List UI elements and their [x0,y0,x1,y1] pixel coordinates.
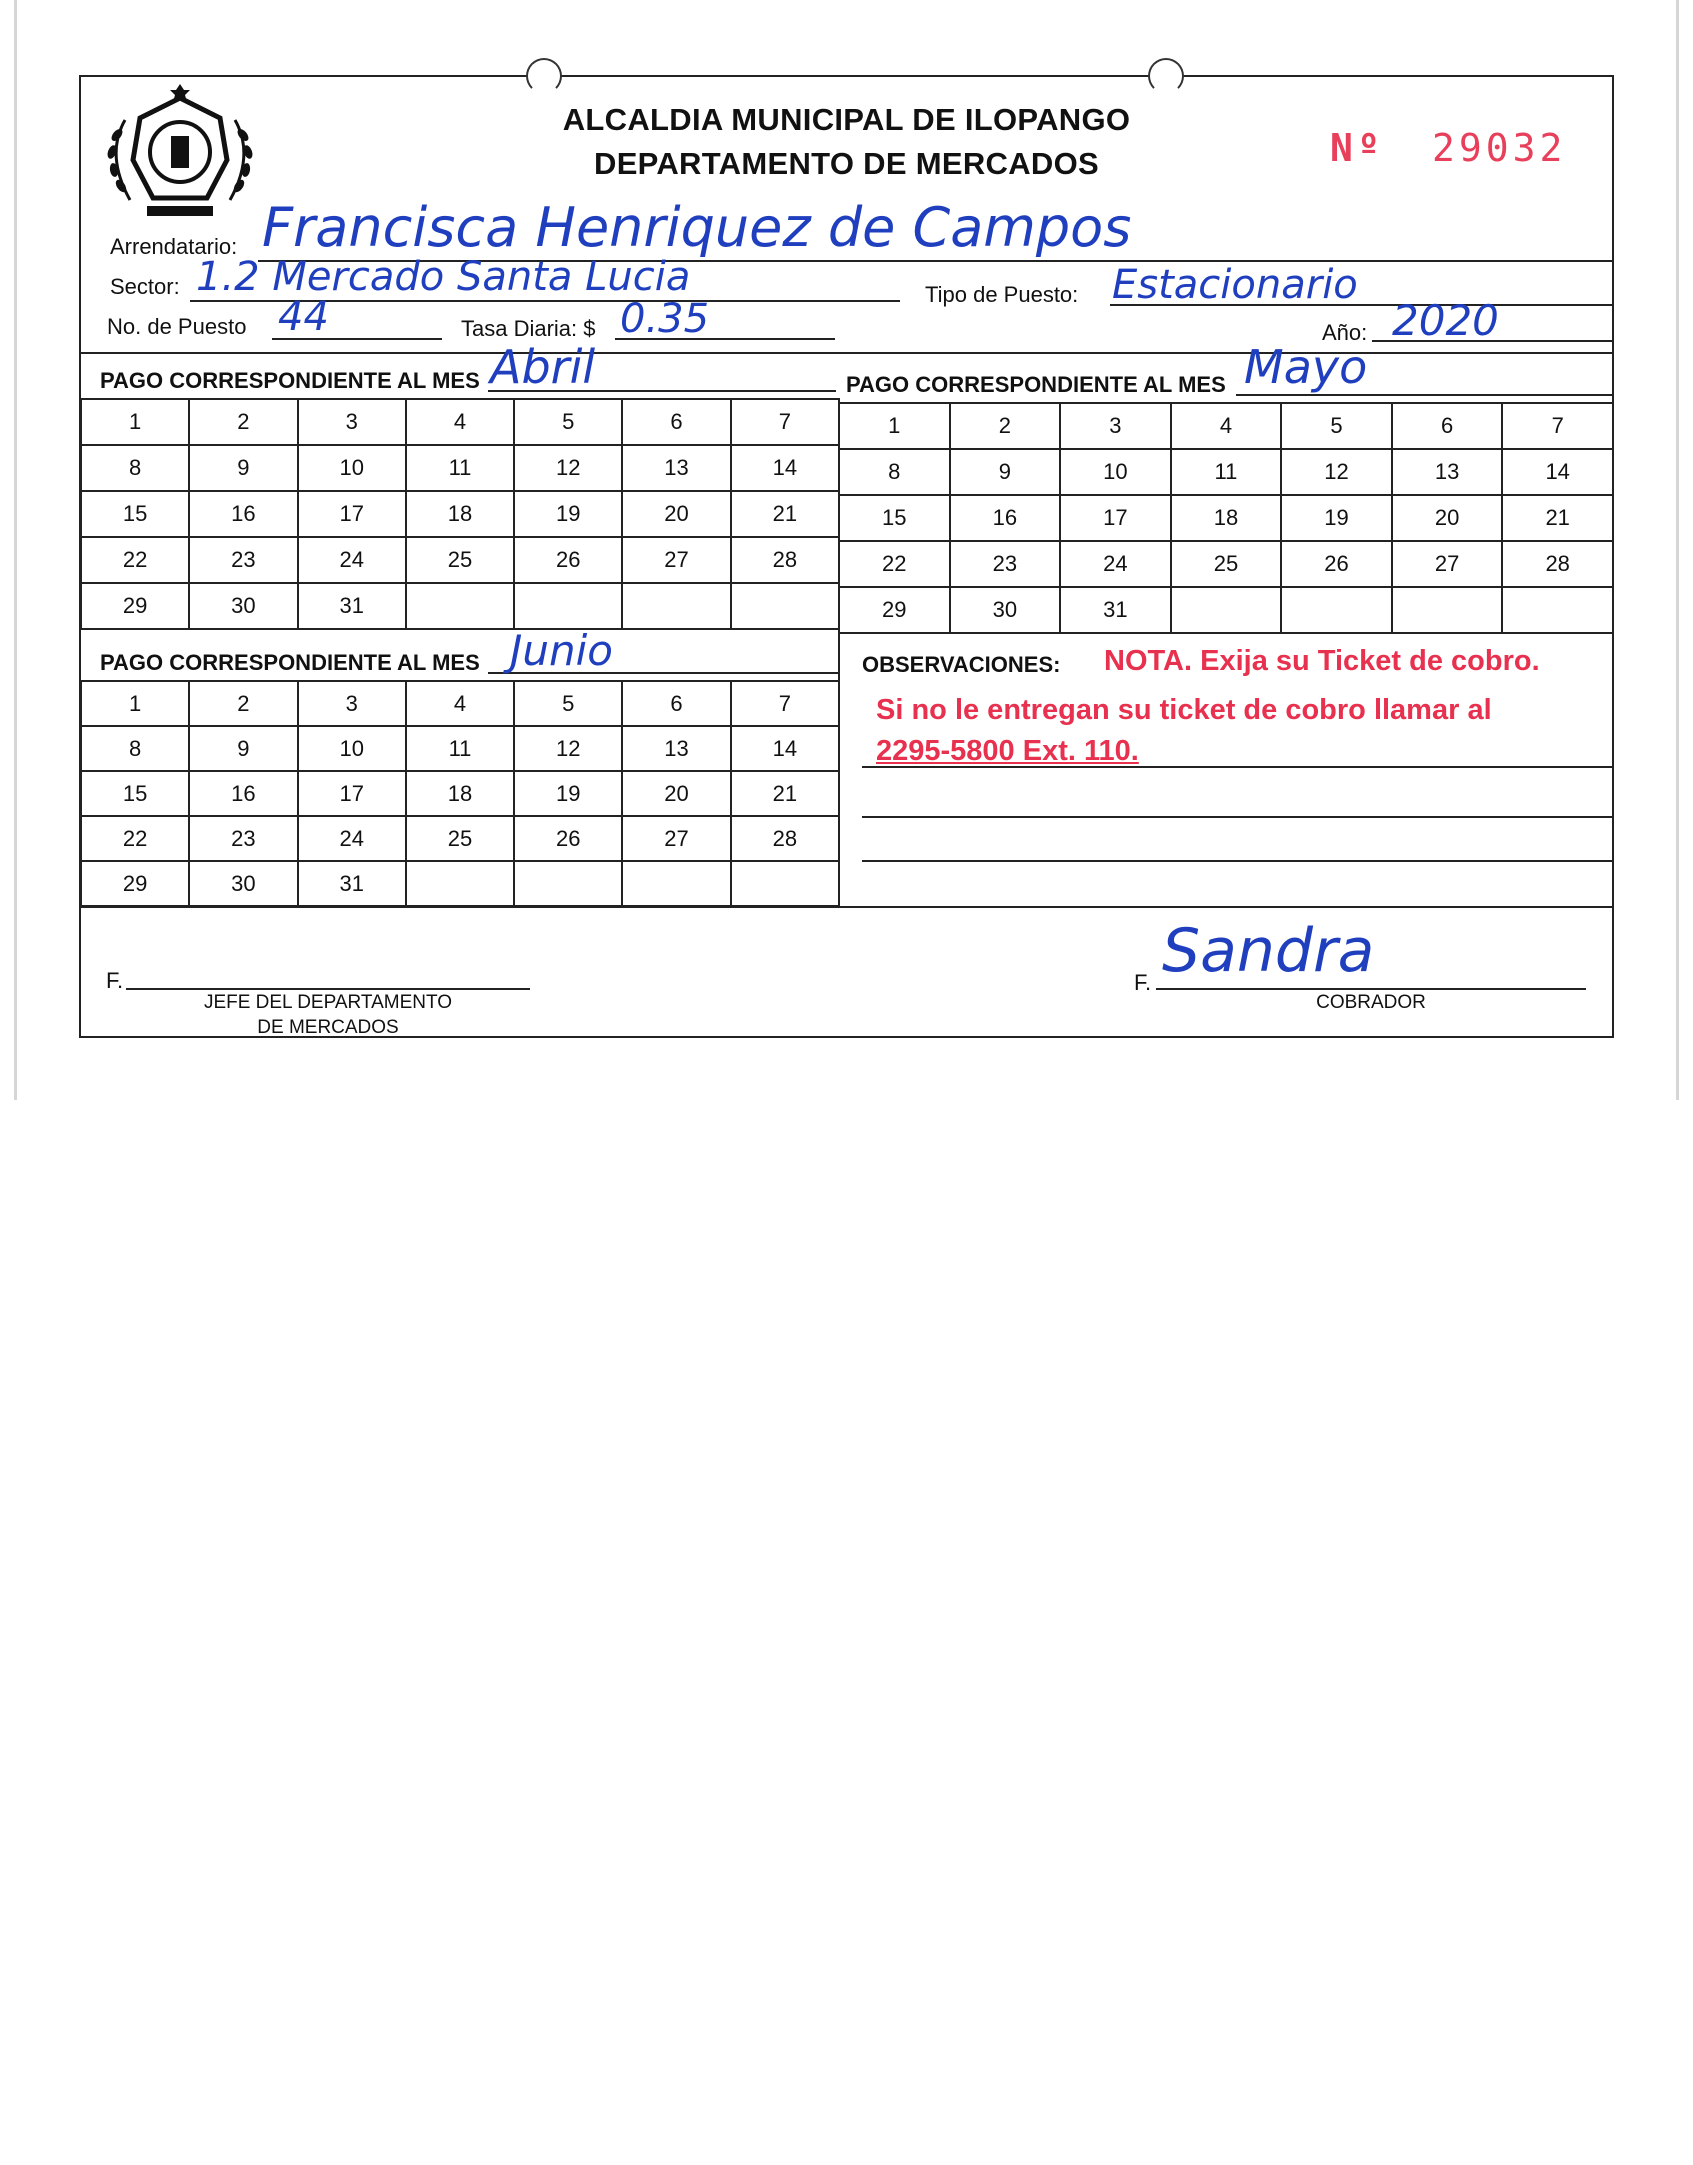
arrendatario-value: Francisca Henriquez de Campos [262,196,1132,259]
calendar-month3 [80,680,840,907]
arrendatario-label: Arrendatario: [110,234,238,259]
calendar-day-cell[interactable]: 20 [622,771,730,816]
calendar-day-cell[interactable] [514,861,622,906]
calendar-day-cell[interactable] [731,583,839,629]
tipo-puesto-value: Estacionario [1112,262,1358,308]
calendar-day-cell[interactable]: 5 [514,681,622,726]
signature-left-caption-line1: JEFE DEL DEPARTAMENTO [203,992,453,1013]
tipo-puesto-label: Tipo de Puesto: [925,282,1079,307]
calendar-day-cell[interactable]: 22 [839,541,950,587]
calendar-day-cell[interactable]: 16 [189,771,297,816]
tasa-label: Tasa Diaria: $ [461,316,596,341]
month2-label: PAGO CORRESPONDIENTE AL MES [846,372,1226,397]
observaciones-label: OBSERVACIONES: [862,652,1061,677]
calendar-row [839,403,1613,449]
sector-label: Sector: [110,274,180,299]
calendar-day-cell[interactable] [622,861,730,906]
month3-label: PAGO CORRESPONDIENTE AL MES [100,650,480,675]
calendar-day-cell[interactable]: 17 [298,491,406,537]
calendar-day-cell[interactable] [406,583,514,629]
calendar-day-cell[interactable]: 30 [189,861,297,906]
observaciones-line-3 [862,860,1614,862]
observaciones-line-2 [862,816,1614,818]
calendar-day-cell[interactable]: 14 [731,726,839,771]
calendar-day-cell[interactable]: 18 [406,491,514,537]
calendar-day-cell[interactable]: 28 [731,816,839,861]
calendar-day-cell[interactable]: 25 [406,537,514,583]
calendar-day-cell[interactable]: 23 [189,816,297,861]
calendar-day-cell[interactable]: 10 [298,445,406,491]
calendar-row [839,449,1613,495]
calendar-day-cell[interactable]: 6 [622,399,730,445]
calendar-day-cell[interactable]: 29 [81,583,189,629]
calendar-day-cell[interactable]: 1 [839,403,950,449]
header-title-line1: ALCALDIA MUNICIPAL DE ILOPANGO [562,102,1131,137]
anio-value: 2020 [1392,296,1499,345]
calendar-day-cell[interactable]: 21 [731,491,839,537]
calendar-day-cell[interactable]: 25 [1171,541,1282,587]
calendar-day-cell[interactable] [406,861,514,906]
calendar-day-cell[interactable]: 13 [622,726,730,771]
month2-line [1236,394,1614,396]
calendar-day-cell[interactable]: 15 [81,771,189,816]
calendar-row [81,491,839,537]
calendar-day-cell[interactable] [1502,587,1613,633]
calendar-day-cell[interactable]: 6 [1392,403,1503,449]
calendar-day-cell[interactable]: 3 [298,681,406,726]
receipt-number-label: Nº [1330,126,1384,170]
calendar-day-cell[interactable]: 11 [406,726,514,771]
calendar-day-cell[interactable]: 10 [298,726,406,771]
calendar-day-cell[interactable]: 26 [514,537,622,583]
calendar-day-cell[interactable]: 28 [731,537,839,583]
calendar-day-cell[interactable]: 8 [81,726,189,771]
calendar-day-cell[interactable]: 22 [81,537,189,583]
calendar-day-cell[interactable] [1171,587,1282,633]
observaciones-note-line3: 2295-5800 Ext. 110. [876,735,1139,767]
calendar-day-cell[interactable]: 15 [81,491,189,537]
calendar-day-cell[interactable]: 8 [839,449,950,495]
calendar-row [81,399,839,445]
calendar-day-cell[interactable]: 17 [298,771,406,816]
punch-hole-right [1148,58,1184,94]
calendar-day-cell[interactable]: 9 [950,449,1061,495]
calendar-day-cell[interactable]: 23 [189,537,297,583]
calendar-day-cell[interactable]: 3 [298,399,406,445]
calendar-day-cell[interactable]: 22 [81,816,189,861]
calendar-day-cell[interactable]: 1 [81,681,189,726]
puesto-label: No. de Puesto [107,314,247,339]
calendar-day-cell[interactable]: 13 [1392,449,1503,495]
signature-left-prefix: F. [106,968,124,993]
calendar-day-cell[interactable]: 18 [1171,495,1282,541]
calendar-day-cell[interactable]: 19 [514,491,622,537]
calendar-day-cell[interactable]: 1 [81,399,189,445]
calendar-day-cell[interactable]: 9 [189,445,297,491]
calendar-day-cell[interactable]: 10 [1060,449,1171,495]
section-divider-top [79,352,1614,354]
calendar-day-cell[interactable]: 28 [1502,541,1613,587]
calendar-day-cell[interactable]: 14 [731,445,839,491]
calendar-day-cell[interactable]: 24 [298,816,406,861]
calendar-day-cell[interactable]: 20 [1392,495,1503,541]
calendar-day-cell[interactable]: 24 [298,537,406,583]
signature-right-prefix: F. [1134,970,1152,995]
calendar-day-cell[interactable]: 8 [81,445,189,491]
calendar-day-cell[interactable]: 29 [839,587,950,633]
calendar-day-cell[interactable]: 12 [1281,449,1392,495]
calendar-row [81,726,839,771]
calendar-day-cell[interactable] [622,583,730,629]
calendar-day-cell[interactable]: 11 [1171,449,1282,495]
calendar-day-cell[interactable]: 31 [298,861,406,906]
calendar-day-cell[interactable]: 30 [950,587,1061,633]
calendar-row [839,541,1613,587]
calendar-day-cell[interactable]: 23 [950,541,1061,587]
calendar-day-cell[interactable]: 20 [622,491,730,537]
calendar-row [81,771,839,816]
punch-hole-left [526,58,562,94]
month3-value: Junio [510,626,613,675]
calendar-day-cell[interactable]: 5 [1281,403,1392,449]
signature-right-handwritten: Sandra [1162,916,1375,986]
calendar-row [81,816,839,861]
calendar-day-cell[interactable] [731,861,839,906]
calendar-day-cell[interactable]: 18 [406,771,514,816]
calendar-day-cell[interactable]: 6 [622,681,730,726]
signature-right-caption: COBRADOR [1316,992,1426,1013]
calendar-day-cell[interactable]: 19 [514,771,622,816]
month1-value: Abril [490,340,596,394]
calendar-day-cell[interactable]: 26 [514,816,622,861]
calendar-day-cell[interactable]: 7 [731,399,839,445]
calendar-day-cell[interactable]: 14 [1502,449,1613,495]
calendar-day-cell[interactable]: 29 [81,861,189,906]
signature-left-caption [126,990,530,1040]
calendar-row [839,587,1613,633]
section-divider-bottom [79,906,1614,908]
calendar-day-cell[interactable]: 7 [1502,403,1613,449]
calendar-day-cell[interactable] [514,583,622,629]
sector-value: 1.2 Mercado Santa Lucia [196,254,691,300]
calendar-day-cell[interactable]: 2 [189,399,297,445]
month2-value: Mayo [1244,340,1368,394]
calendar-day-cell[interactable]: 3 [1060,403,1171,449]
calendar-day-cell[interactable]: 13 [622,445,730,491]
calendar-day-cell[interactable]: 5 [514,399,622,445]
signature-left-caption-line2: DE MERCADOS [257,1017,399,1038]
calendar-day-cell[interactable]: 2 [950,403,1061,449]
month1-label: PAGO CORRESPONDIENTE AL MES [100,368,480,393]
calendar-day-cell[interactable]: 11 [406,445,514,491]
calendar-day-cell[interactable]: 31 [298,583,406,629]
calendar-day-cell[interactable]: 27 [1392,541,1503,587]
tasa-value: 0.35 [620,296,710,342]
calendar-day-cell[interactable]: 4 [406,681,514,726]
calendar-day-cell[interactable]: 4 [406,399,514,445]
calendar-day-cell[interactable] [1281,587,1392,633]
calendar-row [81,681,839,726]
calendar-day-cell[interactable]: 30 [189,583,297,629]
calendar-row [81,445,839,491]
calendar-row [81,861,839,906]
observaciones-line-1 [862,766,1614,768]
observaciones-note-line2: Si no le entregan su ticket de cobro llamar al [876,694,1492,726]
calendar-day-cell[interactable]: 21 [1502,495,1613,541]
calendar-day-cell[interactable]: 27 [622,816,730,861]
calendar-day-cell[interactable]: 16 [950,495,1061,541]
calendar-row [839,495,1613,541]
calendar-row [81,537,839,583]
receipt-number: 29032 [1432,126,1567,170]
calendar-day-cell[interactable]: 21 [731,771,839,816]
header-title-line2: DEPARTAMENTO DE MERCADOS [594,146,1099,181]
calendar-day-cell[interactable]: 4 [1171,403,1282,449]
anio-label: Año: [1322,320,1368,345]
calendar-day-cell[interactable] [1392,587,1503,633]
calendar-day-cell[interactable]: 12 [514,445,622,491]
calendar-row [81,583,839,629]
calendar-day-cell[interactable]: 25 [406,816,514,861]
calendar-day-cell[interactable]: 31 [1060,587,1171,633]
calendar-day-cell[interactable]: 27 [622,537,730,583]
calendar-day-cell[interactable]: 2 [189,681,297,726]
observaciones-note-line1: NOTA. Exija su Ticket de cobro. [1104,645,1540,677]
calendar-day-cell[interactable]: 9 [189,726,297,771]
calendar-day-cell[interactable]: 15 [839,495,950,541]
calendar-day-cell[interactable]: 16 [189,491,297,537]
calendar-day-cell[interactable]: 12 [514,726,622,771]
calendar-day-cell[interactable]: 17 [1060,495,1171,541]
calendar-day-cell[interactable]: 24 [1060,541,1171,587]
calendar-month1 [80,398,840,630]
calendar-day-cell[interactable]: 7 [731,681,839,726]
calendar-month2 [838,402,1614,634]
calendar-day-cell[interactable]: 19 [1281,495,1392,541]
puesto-value: 44 [278,294,329,340]
calendar-day-cell[interactable]: 26 [1281,541,1392,587]
